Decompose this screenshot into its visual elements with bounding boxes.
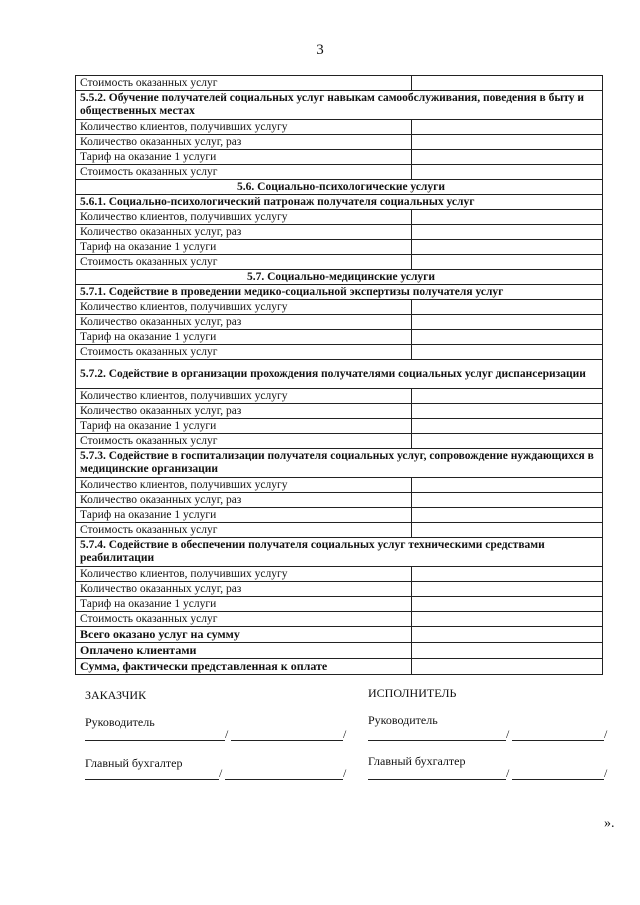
row-value-cell — [412, 225, 603, 240]
table-row — [76, 225, 603, 240]
row-value-cell — [412, 330, 603, 345]
row-value-cell — [412, 612, 603, 627]
row-label: Количество клиентов, получивших услугу — [76, 300, 412, 315]
table-row — [76, 240, 603, 255]
customer-head-slash-end: / — [343, 727, 347, 741]
row-value-cell — [412, 659, 603, 675]
row-value-cell — [412, 315, 603, 330]
row-value-cell — [412, 120, 603, 135]
row-value-cell — [412, 493, 603, 508]
row-label: Тариф на оказание 1 услуги — [76, 150, 412, 165]
row-value-cell — [412, 255, 603, 270]
row-value-cell — [412, 345, 603, 360]
service-title: 5.7.1. Содействие в проведении медико-социальной экспертизы получателя услуг — [76, 285, 603, 300]
row-label: Количество клиентов, получивших услугу — [76, 210, 412, 225]
contractor-accountant-signature-line — [368, 779, 506, 780]
row-value-cell — [412, 150, 603, 165]
table-row — [76, 315, 603, 330]
table-row — [76, 210, 603, 225]
row-value-cell — [412, 523, 603, 538]
closing-quote: ». — [604, 816, 615, 831]
table-row — [76, 404, 603, 419]
service-title: 5.7.2. Содействие в организации прохождения получателями социальных услуг диспансеризации — [76, 360, 603, 389]
service-title: 5.7.3. Содействие в госпитализации получателя социальных услуг, сопровождение нуждающихся в медицинские организации — [76, 449, 603, 478]
service-title: 5.6.1. Социально-психологический патронаж получателя социальных услуг — [76, 195, 603, 210]
section-title: 5.7. Социально-медицинские услуги — [76, 270, 603, 285]
row-value-cell — [412, 404, 603, 419]
table-row — [76, 330, 603, 345]
row-label: Стоимость оказанных услуг — [76, 76, 412, 91]
row-label: Количество оказанных услуг, раз — [76, 404, 412, 419]
row-label: Тариф на оказание 1 услуги — [76, 419, 412, 434]
table-row — [76, 76, 603, 91]
customer-accountant-name-line — [225, 779, 343, 780]
services-report-table — [75, 75, 603, 675]
row-label: Количество клиентов, получивших услугу — [76, 120, 412, 135]
table-row — [76, 434, 603, 449]
row-value-cell — [412, 567, 603, 582]
row-value-cell — [412, 508, 603, 523]
row-label: Оплачено клиентами — [76, 643, 412, 659]
table-row — [76, 419, 603, 434]
customer-accountant-label: Главный бухгалтер — [85, 756, 183, 770]
row-label: Стоимость оказанных услуг — [76, 434, 412, 449]
contractor-title: ИСПОЛНИТЕЛЬ — [368, 686, 457, 700]
row-value-cell — [412, 597, 603, 612]
customer-accountant-slash: / — [219, 766, 223, 780]
row-label: Стоимость оказанных услуг — [76, 523, 412, 538]
section-header-row — [76, 180, 603, 195]
row-label: Количество клиентов, получивших услугу — [76, 478, 412, 493]
row-label: Стоимость оказанных услуг — [76, 612, 412, 627]
table-row — [76, 150, 603, 165]
contractor-accountant-slash: / — [506, 766, 510, 780]
contractor-head-label: Руководитель — [368, 713, 438, 727]
table-row — [76, 300, 603, 315]
table-row — [76, 567, 603, 582]
row-label: Стоимость оказанных услуг — [76, 255, 412, 270]
row-value-cell — [412, 627, 603, 643]
row-label: Количество оказанных услуг, раз — [76, 135, 412, 150]
row-value-cell — [412, 165, 603, 180]
table-row — [76, 478, 603, 493]
customer-head-label: Руководитель — [85, 715, 155, 729]
service-header-row — [76, 195, 603, 210]
row-label: Количество клиентов, получивших услугу — [76, 567, 412, 582]
customer-head-signature-line — [85, 740, 225, 741]
table-row — [76, 165, 603, 180]
row-label: Количество оказанных услуг, раз — [76, 315, 412, 330]
service-header-row — [76, 449, 603, 478]
service-title: 5.5.2. Обучение получателей социальных услуг навыкам самообслуживания, поведения в быту и общественных местах — [76, 91, 603, 120]
row-label: Тариф на оказание 1 услуги — [76, 508, 412, 523]
table-row — [76, 508, 603, 523]
total-row — [76, 627, 603, 643]
row-value-cell — [412, 419, 603, 434]
table-row — [76, 345, 603, 360]
contractor-accountant-slash-end: / — [604, 766, 608, 780]
row-value-cell — [412, 478, 603, 493]
section-header-row — [76, 270, 603, 285]
contractor-accountant-name-line — [512, 779, 604, 780]
table-row — [76, 582, 603, 597]
customer-head-name-line — [231, 740, 343, 741]
row-value-cell — [412, 582, 603, 597]
table-row — [76, 523, 603, 538]
row-value-cell — [412, 135, 603, 150]
row-label: Количество клиентов, получивших услугу — [76, 389, 412, 404]
customer-head-slash: / — [225, 727, 229, 741]
table-row — [76, 389, 603, 404]
service-header-row — [76, 538, 603, 567]
row-label: Стоимость оказанных услуг — [76, 165, 412, 180]
row-label: Количество оказанных услуг, раз — [76, 582, 412, 597]
row-value-cell — [412, 76, 603, 91]
row-label: Тариф на оказание 1 услуги — [76, 240, 412, 255]
table-row — [76, 597, 603, 612]
page-number: 3 — [316, 42, 324, 58]
row-value-cell — [412, 300, 603, 315]
row-value-cell — [412, 210, 603, 225]
service-header-row — [76, 91, 603, 120]
row-label: Тариф на оказание 1 услуги — [76, 597, 412, 612]
table-row — [76, 255, 603, 270]
table-row — [76, 612, 603, 627]
customer-accountant-signature-line — [85, 779, 219, 780]
report-table-body — [76, 76, 603, 675]
contractor-signature-block — [368, 686, 618, 786]
service-header-row — [76, 360, 603, 389]
contractor-head-name-line — [512, 740, 604, 741]
contractor-head-slash: / — [506, 727, 510, 741]
row-value-cell — [412, 389, 603, 404]
row-label: Количество оказанных услуг, раз — [76, 493, 412, 508]
contractor-accountant-label: Главный бухгалтер — [368, 754, 466, 768]
row-label: Количество оказанных услуг, раз — [76, 225, 412, 240]
customer-title: ЗАКАЗЧИК — [85, 688, 147, 702]
row-value-cell — [412, 434, 603, 449]
total-row — [76, 643, 603, 659]
row-label: Тариф на оказание 1 услуги — [76, 330, 412, 345]
table-row — [76, 120, 603, 135]
contractor-head-slash-end: / — [604, 727, 608, 741]
row-value-cell — [412, 240, 603, 255]
table-row — [76, 493, 603, 508]
row-label: Стоимость оказанных услуг — [76, 345, 412, 360]
service-header-row — [76, 285, 603, 300]
row-value-cell — [412, 643, 603, 659]
total-row — [76, 659, 603, 675]
contractor-head-signature-line — [368, 740, 506, 741]
service-title: 5.7.4. Содействие в обеспечении получателя социальных услуг техническими средствами реабилитации — [76, 538, 603, 567]
row-label: Сумма, фактически представленная к оплате — [76, 659, 412, 675]
section-title: 5.6. Социально-психологические услуги — [76, 180, 603, 195]
table-row — [76, 135, 603, 150]
row-label: Всего оказано услуг на сумму — [76, 627, 412, 643]
customer-accountant-slash-end: / — [343, 766, 347, 780]
